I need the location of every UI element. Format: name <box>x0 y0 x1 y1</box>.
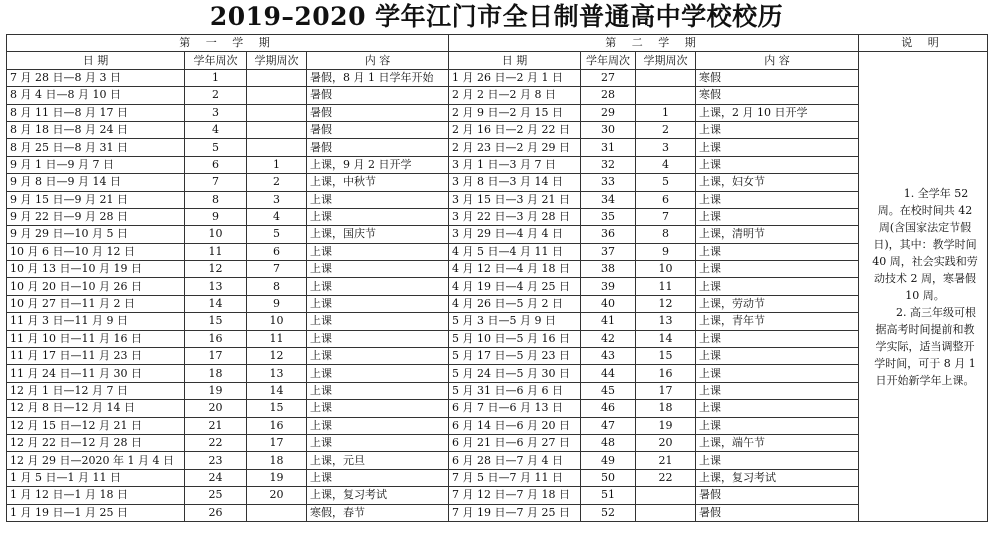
cell-d1: 11 月 24 日—11 月 30 日 <box>7 365 185 382</box>
cell-c1: 暑假 <box>307 87 449 104</box>
cell-t2: 10 <box>636 261 696 278</box>
cell-d2: 1 月 26 日—2 月 1 日 <box>449 69 581 86</box>
cell-c1: 上课，9 月 2 日开学 <box>307 156 449 173</box>
cell-c1: 上课 <box>307 330 449 347</box>
cell-d1: 9 月 1 日—9 月 7 日 <box>7 156 185 173</box>
cell-w2: 41 <box>581 313 636 330</box>
cell-d2: 7 月 12 日—7 月 18 日 <box>449 487 581 504</box>
cell-d2: 3 月 22 日—3 月 28 日 <box>449 208 581 225</box>
cell-d2: 3 月 1 日—3 月 7 日 <box>449 156 581 173</box>
table-row <box>7 139 988 156</box>
cell-w1: 23 <box>185 452 247 469</box>
cell-c1: 暑假 <box>307 104 449 121</box>
cell-c1: 上课 <box>307 191 449 208</box>
cell-t1: 8 <box>247 278 307 295</box>
cell-t1: 10 <box>247 313 307 330</box>
cell-c1: 上课 <box>307 208 449 225</box>
table-row <box>7 69 988 86</box>
cell-t2: 6 <box>636 191 696 208</box>
cell-t1: 19 <box>247 469 307 486</box>
cell-t2: 3 <box>636 139 696 156</box>
cell-t2: 17 <box>636 382 696 399</box>
cell-t1: 13 <box>247 365 307 382</box>
cell-c1: 暑假，8 月 1 日学年开始 <box>307 69 449 86</box>
cell-t2 <box>636 69 696 86</box>
cell-d1: 11 月 3 日—11 月 9 日 <box>7 313 185 330</box>
cell-d1: 8 月 18 日—8 月 24 日 <box>7 121 185 138</box>
col-school-week-2: 学年周次 <box>581 52 636 69</box>
col-content-1: 内 容 <box>307 52 449 69</box>
cell-w2: 38 <box>581 261 636 278</box>
cell-d2: 4 月 12 日—4 月 18 日 <box>449 261 581 278</box>
table-row <box>7 295 988 312</box>
cell-w2: 30 <box>581 121 636 138</box>
table-row <box>7 156 988 173</box>
cell-d2: 5 月 31 日—6 月 6 日 <box>449 382 581 399</box>
cell-c1: 上课 <box>307 295 449 312</box>
cell-c1: 上课 <box>307 278 449 295</box>
cell-d2: 5 月 24 日—5 月 30 日 <box>449 365 581 382</box>
cell-t2: 2 <box>636 121 696 138</box>
cell-w1: 20 <box>185 400 247 417</box>
cell-c1: 上课 <box>307 382 449 399</box>
cell-t1: 6 <box>247 243 307 260</box>
cell-c2: 上课，清明节 <box>696 226 859 243</box>
cell-d1: 11 月 17 日—11 月 23 日 <box>7 348 185 365</box>
cell-c1: 暑假 <box>307 139 449 156</box>
cell-w1: 9 <box>185 208 247 225</box>
cell-c2: 上课 <box>696 191 859 208</box>
cell-d2: 5 月 10 日—5 月 16 日 <box>449 330 581 347</box>
cell-c2: 上课 <box>696 417 859 434</box>
cell-d1: 10 月 20 日—10 月 26 日 <box>7 278 185 295</box>
cell-w2: 27 <box>581 69 636 86</box>
cell-c1: 上课，中秋节 <box>307 174 449 191</box>
cell-c2: 上课 <box>696 243 859 260</box>
page-title: 2019–2020 学年江门市全日制普通高中学校校历 <box>209 2 784 31</box>
cell-w1: 11 <box>185 243 247 260</box>
cell-t1: 15 <box>247 400 307 417</box>
cell-d2: 3 月 8 日—3 月 14 日 <box>449 174 581 191</box>
col-term-week-1: 学期周次 <box>247 52 307 69</box>
table-row <box>7 469 988 486</box>
cell-d2: 3 月 15 日—3 月 21 日 <box>449 191 581 208</box>
cell-c2: 上课 <box>696 139 859 156</box>
cell-t1: 7 <box>247 261 307 278</box>
cell-w1: 25 <box>185 487 247 504</box>
cell-d2: 7 月 5 日—7 月 11 日 <box>449 469 581 486</box>
cell-w2: 49 <box>581 452 636 469</box>
cell-t2: 15 <box>636 348 696 365</box>
cell-c2: 上课，妇女节 <box>696 174 859 191</box>
cell-w2: 36 <box>581 226 636 243</box>
note-2: 2. 高三年级可根据高考时间提前和教学实际，适当调整开学时间，可于 8 月 1 日开始新学年上课。 <box>874 305 976 387</box>
table-row <box>7 434 988 451</box>
cell-d2: 4 月 19 日—4 月 25 日 <box>449 278 581 295</box>
table-row <box>7 191 988 208</box>
cell-t1: 14 <box>247 382 307 399</box>
cell-d1: 9 月 15 日—9 月 21 日 <box>7 191 185 208</box>
cell-c1: 上课，元旦 <box>307 452 449 469</box>
table-row <box>7 504 988 521</box>
cell-c2: 上课 <box>696 382 859 399</box>
cell-t1: 4 <box>247 208 307 225</box>
cell-c2: 上课，复习考试 <box>696 469 859 486</box>
table-row <box>7 174 988 191</box>
school-calendar-table <box>6 34 988 522</box>
cell-w1: 18 <box>185 365 247 382</box>
cell-d1: 8 月 4 日—8 月 10 日 <box>7 87 185 104</box>
col-content-2: 内 容 <box>696 52 859 69</box>
cell-w2: 52 <box>581 504 636 521</box>
cell-d2: 2 月 9 日—2 月 15 日 <box>449 104 581 121</box>
cell-c1: 上课 <box>307 417 449 434</box>
cell-c1: 暑假 <box>307 121 449 138</box>
table-row <box>7 226 988 243</box>
cell-d2: 7 月 19 日—7 月 25 日 <box>449 504 581 521</box>
cell-w2: 50 <box>581 469 636 486</box>
cell-w2: 39 <box>581 278 636 295</box>
cell-w2: 34 <box>581 191 636 208</box>
cell-w1: 8 <box>185 191 247 208</box>
cell-t2: 4 <box>636 156 696 173</box>
cell-w2: 46 <box>581 400 636 417</box>
cell-d1: 8 月 11 日—8 月 17 日 <box>7 104 185 121</box>
cell-d1: 12 月 1 日—12 月 7 日 <box>7 382 185 399</box>
cell-t2: 1 <box>636 104 696 121</box>
cell-w2: 48 <box>581 434 636 451</box>
cell-w1: 26 <box>185 504 247 521</box>
cell-t1: 5 <box>247 226 307 243</box>
cell-d2: 5 月 17 日—5 月 23 日 <box>449 348 581 365</box>
table-row <box>7 278 988 295</box>
cell-c2: 上课 <box>696 400 859 417</box>
cell-t1 <box>247 69 307 86</box>
table-row <box>7 208 988 225</box>
cell-t2: 19 <box>636 417 696 434</box>
cell-c1: 上课 <box>307 348 449 365</box>
cell-c2: 上课 <box>696 452 859 469</box>
cell-w1: 12 <box>185 261 247 278</box>
cell-t2: 9 <box>636 243 696 260</box>
cell-c2: 暑假 <box>696 504 859 521</box>
cell-c2: 上课 <box>696 156 859 173</box>
note-1: 1. 全学年 52 周。在校时间共 42 周(含国家法定节假日)，其中：教学时间 40 周，社会实践和劳动技术 2 周，寒暑假 10 周。 <box>872 186 978 302</box>
cell-d2: 2 月 2 日—2 月 8 日 <box>449 87 581 104</box>
table-row <box>7 452 988 469</box>
cell-d1: 12 月 8 日—12 月 14 日 <box>7 400 185 417</box>
notes-header: 说 明 <box>859 35 988 52</box>
cell-t1: 18 <box>247 452 307 469</box>
col-school-week-1: 学年周次 <box>185 52 247 69</box>
table-row <box>7 87 988 104</box>
cell-d1: 9 月 22 日—9 月 28 日 <box>7 208 185 225</box>
cell-c2: 上课 <box>696 121 859 138</box>
cell-c2: 上课 <box>696 261 859 278</box>
cell-w1: 6 <box>185 156 247 173</box>
cell-d2: 4 月 5 日—4 月 11 日 <box>449 243 581 260</box>
cell-w2: 51 <box>581 487 636 504</box>
cell-t1 <box>247 139 307 156</box>
cell-c1: 上课 <box>307 243 449 260</box>
cell-d1: 10 月 13 日—10 月 19 日 <box>7 261 185 278</box>
cell-c2: 上课，青年节 <box>696 313 859 330</box>
cell-c2: 上课 <box>696 208 859 225</box>
cell-c2: 寒假 <box>696 87 859 104</box>
cell-d1: 9 月 8 日—9 月 14 日 <box>7 174 185 191</box>
cell-w2: 35 <box>581 208 636 225</box>
semester-1-header: 第 一 学 期 <box>7 35 449 52</box>
cell-w1: 2 <box>185 87 247 104</box>
cell-c1: 上课，国庆节 <box>307 226 449 243</box>
table-row <box>7 243 988 260</box>
cell-t1: 9 <box>247 295 307 312</box>
notes-cell <box>859 52 988 522</box>
table-row <box>7 330 988 347</box>
cell-t2: 5 <box>636 174 696 191</box>
cell-d2: 6 月 28 日—7 月 4 日 <box>449 452 581 469</box>
cell-d1: 10 月 6 日—10 月 12 日 <box>7 243 185 260</box>
cell-c2: 上课 <box>696 365 859 382</box>
cell-t2: 12 <box>636 295 696 312</box>
table-row <box>7 382 988 399</box>
cell-t1: 11 <box>247 330 307 347</box>
cell-w1: 13 <box>185 278 247 295</box>
cell-d2: 6 月 21 日—6 月 27 日 <box>449 434 581 451</box>
cell-w1: 21 <box>185 417 247 434</box>
cell-w2: 33 <box>581 174 636 191</box>
cell-t1: 2 <box>247 174 307 191</box>
cell-t2 <box>636 487 696 504</box>
cell-t1: 12 <box>247 348 307 365</box>
cell-c1: 上课 <box>307 365 449 382</box>
cell-t1: 3 <box>247 191 307 208</box>
cell-c2: 暑假 <box>696 487 859 504</box>
cell-t2: 7 <box>636 208 696 225</box>
cell-d2: 6 月 7 日—6 月 13 日 <box>449 400 581 417</box>
cell-d1: 10 月 27 日—11 月 2 日 <box>7 295 185 312</box>
cell-c2: 上课，端午节 <box>696 434 859 451</box>
cell-c1: 上课 <box>307 400 449 417</box>
cell-d1: 7 月 28 日—8 月 3 日 <box>7 69 185 86</box>
cell-c2: 上课，劳动节 <box>696 295 859 312</box>
table-row <box>7 313 988 330</box>
cell-c2: 上课 <box>696 348 859 365</box>
cell-d1: 11 月 10 日—11 月 16 日 <box>7 330 185 347</box>
table-row <box>7 261 988 278</box>
cell-w2: 44 <box>581 365 636 382</box>
col-date-1: 日 期 <box>7 52 185 69</box>
cell-d1: 8 月 25 日—8 月 31 日 <box>7 139 185 156</box>
cell-d2: 4 月 26 日—5 月 2 日 <box>449 295 581 312</box>
cell-w2: 40 <box>581 295 636 312</box>
cell-w2: 37 <box>581 243 636 260</box>
cell-c1: 上课，复习考试 <box>307 487 449 504</box>
cell-w2: 28 <box>581 87 636 104</box>
cell-d2: 2 月 23 日—2 月 29 日 <box>449 139 581 156</box>
cell-w1: 7 <box>185 174 247 191</box>
cell-c2: 寒假 <box>696 69 859 86</box>
cell-c1: 上课 <box>307 469 449 486</box>
cell-c1: 上课 <box>307 313 449 330</box>
cell-d2: 6 月 14 日—6 月 20 日 <box>449 417 581 434</box>
cell-w2: 31 <box>581 139 636 156</box>
col-term-week-2: 学期周次 <box>636 52 696 69</box>
cell-w1: 1 <box>185 69 247 86</box>
cell-t1 <box>247 104 307 121</box>
cell-c2: 上课 <box>696 330 859 347</box>
column-header-row <box>7 52 988 69</box>
cell-t2: 13 <box>636 313 696 330</box>
cell-w1: 5 <box>185 139 247 156</box>
cell-c1: 寒假，春节 <box>307 504 449 521</box>
cell-w2: 42 <box>581 330 636 347</box>
cell-w1: 4 <box>185 121 247 138</box>
cell-t2: 8 <box>636 226 696 243</box>
cell-d1: 12 月 29 日—2020 年 1 月 4 日 <box>7 452 185 469</box>
cell-t1: 16 <box>247 417 307 434</box>
cell-d1: 1 月 12 日—1 月 18 日 <box>7 487 185 504</box>
cell-t2: 22 <box>636 469 696 486</box>
cell-w1: 22 <box>185 434 247 451</box>
cell-d2: 5 月 3 日—5 月 9 日 <box>449 313 581 330</box>
cell-t2 <box>636 87 696 104</box>
cell-t2 <box>636 504 696 521</box>
cell-d2: 3 月 29 日—4 月 4 日 <box>449 226 581 243</box>
cell-w1: 17 <box>185 348 247 365</box>
cell-t2: 20 <box>636 434 696 451</box>
table-row <box>7 104 988 121</box>
col-date-2: 日 期 <box>449 52 581 69</box>
cell-w2: 29 <box>581 104 636 121</box>
cell-t2: 21 <box>636 452 696 469</box>
cell-d1: 9 月 29 日—10 月 5 日 <box>7 226 185 243</box>
cell-d1: 1 月 5 日—1 月 11 日 <box>7 469 185 486</box>
cell-w1: 19 <box>185 382 247 399</box>
semester-2-header: 第 二 学 期 <box>449 35 859 52</box>
cell-w2: 32 <box>581 156 636 173</box>
cell-w1: 24 <box>185 469 247 486</box>
cell-w1: 10 <box>185 226 247 243</box>
cell-w1: 3 <box>185 104 247 121</box>
cell-d1: 1 月 19 日—1 月 25 日 <box>7 504 185 521</box>
cell-w2: 45 <box>581 382 636 399</box>
cell-d1: 12 月 22 日—12 月 28 日 <box>7 434 185 451</box>
cell-t2: 18 <box>636 400 696 417</box>
cell-t2: 14 <box>636 330 696 347</box>
cell-c2: 上课 <box>696 278 859 295</box>
cell-d2: 2 月 16 日—2 月 22 日 <box>449 121 581 138</box>
cell-c1: 上课 <box>307 434 449 451</box>
cell-w1: 15 <box>185 313 247 330</box>
cell-w2: 43 <box>581 348 636 365</box>
table-row <box>7 487 988 504</box>
cell-t1 <box>247 87 307 104</box>
cell-t2: 16 <box>636 365 696 382</box>
table-row <box>7 121 988 138</box>
table-row <box>7 365 988 382</box>
table-row <box>7 400 988 417</box>
cell-t1 <box>247 504 307 521</box>
cell-t1: 1 <box>247 156 307 173</box>
semester-header-row <box>7 35 988 52</box>
cell-w2: 47 <box>581 417 636 434</box>
cell-c1: 上课 <box>307 261 449 278</box>
cell-d1: 12 月 15 日—12 月 21 日 <box>7 417 185 434</box>
table-row <box>7 348 988 365</box>
cell-t1 <box>247 121 307 138</box>
cell-t1: 17 <box>247 434 307 451</box>
cell-w1: 14 <box>185 295 247 312</box>
cell-w1: 16 <box>185 330 247 347</box>
cell-c2: 上课，2 月 10 日开学 <box>696 104 859 121</box>
cell-t1: 20 <box>247 487 307 504</box>
table-row <box>7 417 988 434</box>
cell-t2: 11 <box>636 278 696 295</box>
